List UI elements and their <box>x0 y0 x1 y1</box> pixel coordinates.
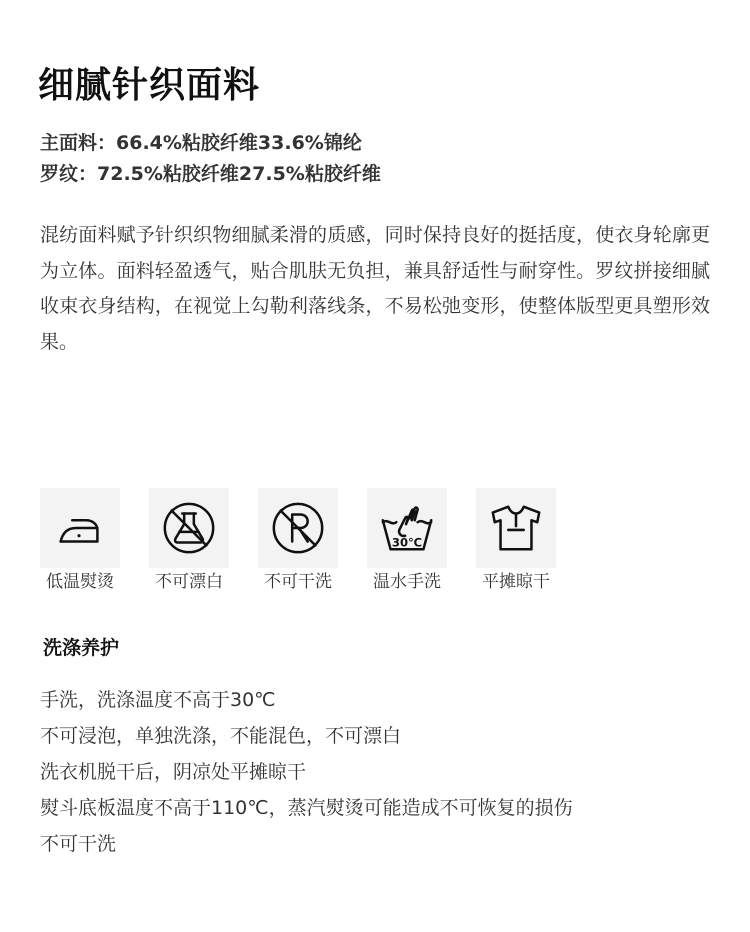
care-icon-item <box>476 488 556 594</box>
no-dry-clean-icon <box>258 488 338 568</box>
hand-wash-icon <box>367 488 447 568</box>
dry-flat-icon <box>476 488 556 568</box>
care-icon-item <box>40 488 120 594</box>
fabric-description: 混纺面料赋予针织织物细腻柔滑的质感，同时保持良好的挺括度，使衣身轮廓更为立体。面料轻盈透气，贴合肌肤无负担，兼具舒适性与耐穿性。罗纹拼接细腻收束衣身结构，在视觉上勾勒利落线条，不易松弛变形，使整体版型更具塑形效果。 <box>40 224 710 353</box>
page-title: 细腻针织面料 <box>38 65 261 106</box>
material-composition <box>40 128 381 190</box>
care-icon-label: 温水手洗 <box>373 572 441 592</box>
care-instructions <box>40 682 573 862</box>
care-icon-item <box>367 488 447 594</box>
care-icon-label: 不可干洗 <box>264 572 332 592</box>
care-instruction-line: 熨斗底板温度不高于110℃，蒸汽熨烫可能造成不可恢复的损伤 <box>40 797 573 819</box>
rib-composition: 罗纹：72.5%粘胶纤维27.5%粘胶纤维 <box>40 163 381 185</box>
care-icons-row <box>40 488 556 594</box>
care-icon-label: 不可漂白 <box>155 572 223 592</box>
main-fabric-composition: 主面料：66.4%粘胶纤维33.6%锦纶 <box>40 132 362 154</box>
care-icon-item <box>149 488 229 594</box>
care-instruction-line: 洗衣机脱干后，阴凉处平摊晾干 <box>40 761 307 783</box>
care-instruction-line: 不可干洗 <box>40 833 117 855</box>
care-instruction-line: 不可浸泡，单独洗涤，不能混色，不可漂白 <box>40 725 402 747</box>
care-icon-label: 平摊晾干 <box>482 572 550 592</box>
low-temp-iron-icon <box>40 488 120 568</box>
no-bleach-icon <box>149 488 229 568</box>
care-instruction-line: 手洗，洗涤温度不高于30℃ <box>40 689 276 711</box>
care-section-title: 洗涤养护 <box>43 637 120 659</box>
care-icon-item <box>258 488 338 594</box>
svg-text:30℃: 30℃ <box>391 535 423 550</box>
care-icon-label: 低温熨烫 <box>46 572 114 592</box>
